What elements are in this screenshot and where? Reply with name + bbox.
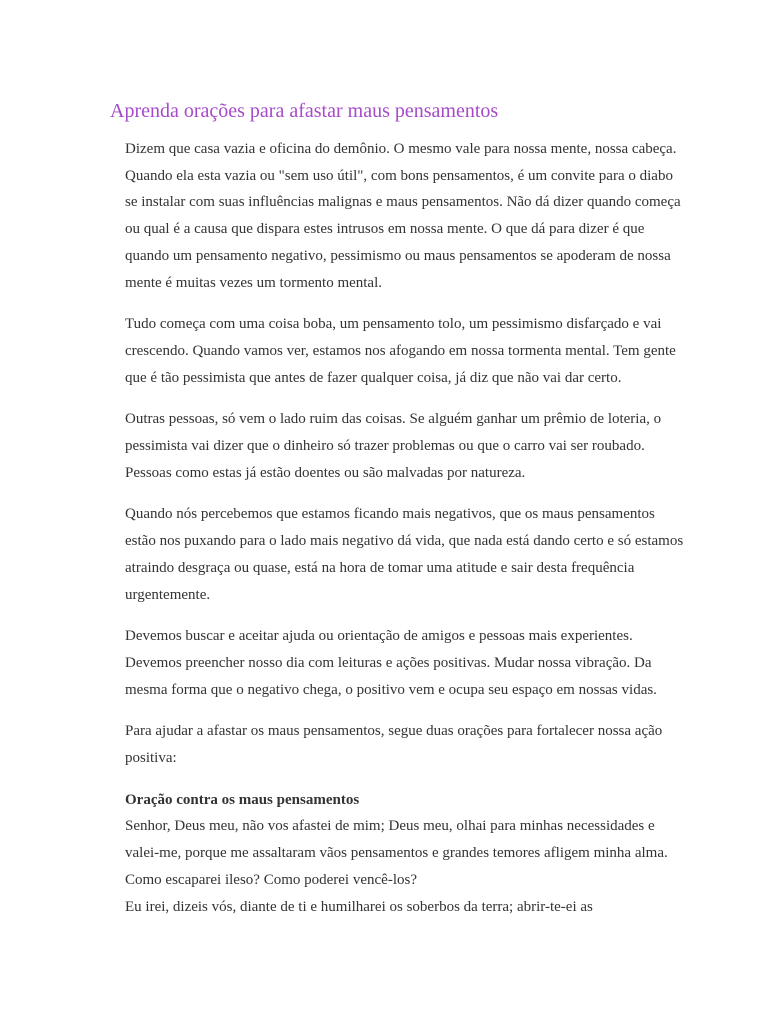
article-title: Aprenda orações para afastar maus pensamentos <box>110 100 499 122</box>
prayer-title: Oração contra os maus pensamentos <box>125 791 360 808</box>
paragraph-5: Devemos buscar e aceitar ajuda ou orientação de amigos e pessoas mais experientes. Devemos preencher nosso dia com leituras e ações positivas. Mudar nossa vibração. Da mesma forma que o negativo chega, o positivo vem e ocupa seu espaço em nossas vidas. <box>125 628 657 698</box>
prayer-text-1: Senhor, Deus meu, não vos afastei de mim; Deus meu, olhai para minhas necessidades e valei-me, porque me assaltaram vãos pensamentos e grandes temores afligem minha alma. Como escaparei ileso? Como poderei vencê-los? <box>125 818 668 888</box>
paragraph-1: Dizem que casa vazia e oficina do demônio. O mesmo vale para nossa mente, nossa cabeça. Quando ela esta vazia ou "sem uso útil", com bons pensamentos, é um convite para o diabo se instalar com suas influências malignas e maus pensamentos. Não dá dizer quando começa ou qual é a causa que dispara estes intrusos em nossa mente. O que dá para dizer é que quando um pensamento negativo, pessimismo ou maus pensamentos se apoderam de nossa mente é muitas vezes um tormento mental. <box>125 141 681 291</box>
paragraph-3: Outras pessoas, só vem o lado ruim das coisas. Se alguém ganhar um prêmio de loteria, o pessimista vai dizer que o dinheiro só trazer problemas ou que o carro vai ser roubado. Pessoas como estas já estão doentes ou são malvadas por natureza. <box>125 411 662 481</box>
paragraph-4: Quando nós percebemos que estamos ficando mais negativos, que os maus pensamentos estão nos puxando para o lado mais negativo dá vida, que nada está dando certo e só estamos atraindo desgraça ou quase, está na hora de tomar uma atitude e sair desta frequência urgentemente. <box>125 506 684 603</box>
paragraph-6: Para ajudar a afastar os maus pensamentos, segue duas orações para fortalecer nossa ação positiva: <box>125 723 663 767</box>
paragraph-2: Tudo começa com uma coisa boba, um pensamento tolo, um pessimismo disfarçado e vai crescendo. Quando vamos ver, estamos nos afogando em nossa tormenta mental. Tem gente que é tão pessimista que antes de fazer qualquer coisa, já diz que não vai dar certo. <box>125 316 676 386</box>
article-body <box>125 136 685 920</box>
prayer-section <box>125 787 685 921</box>
prayer-text-2: Eu irei, dizeis vós, diante de ti e humilharei os soberbos da terra; abrir-te-ei as <box>125 898 593 915</box>
